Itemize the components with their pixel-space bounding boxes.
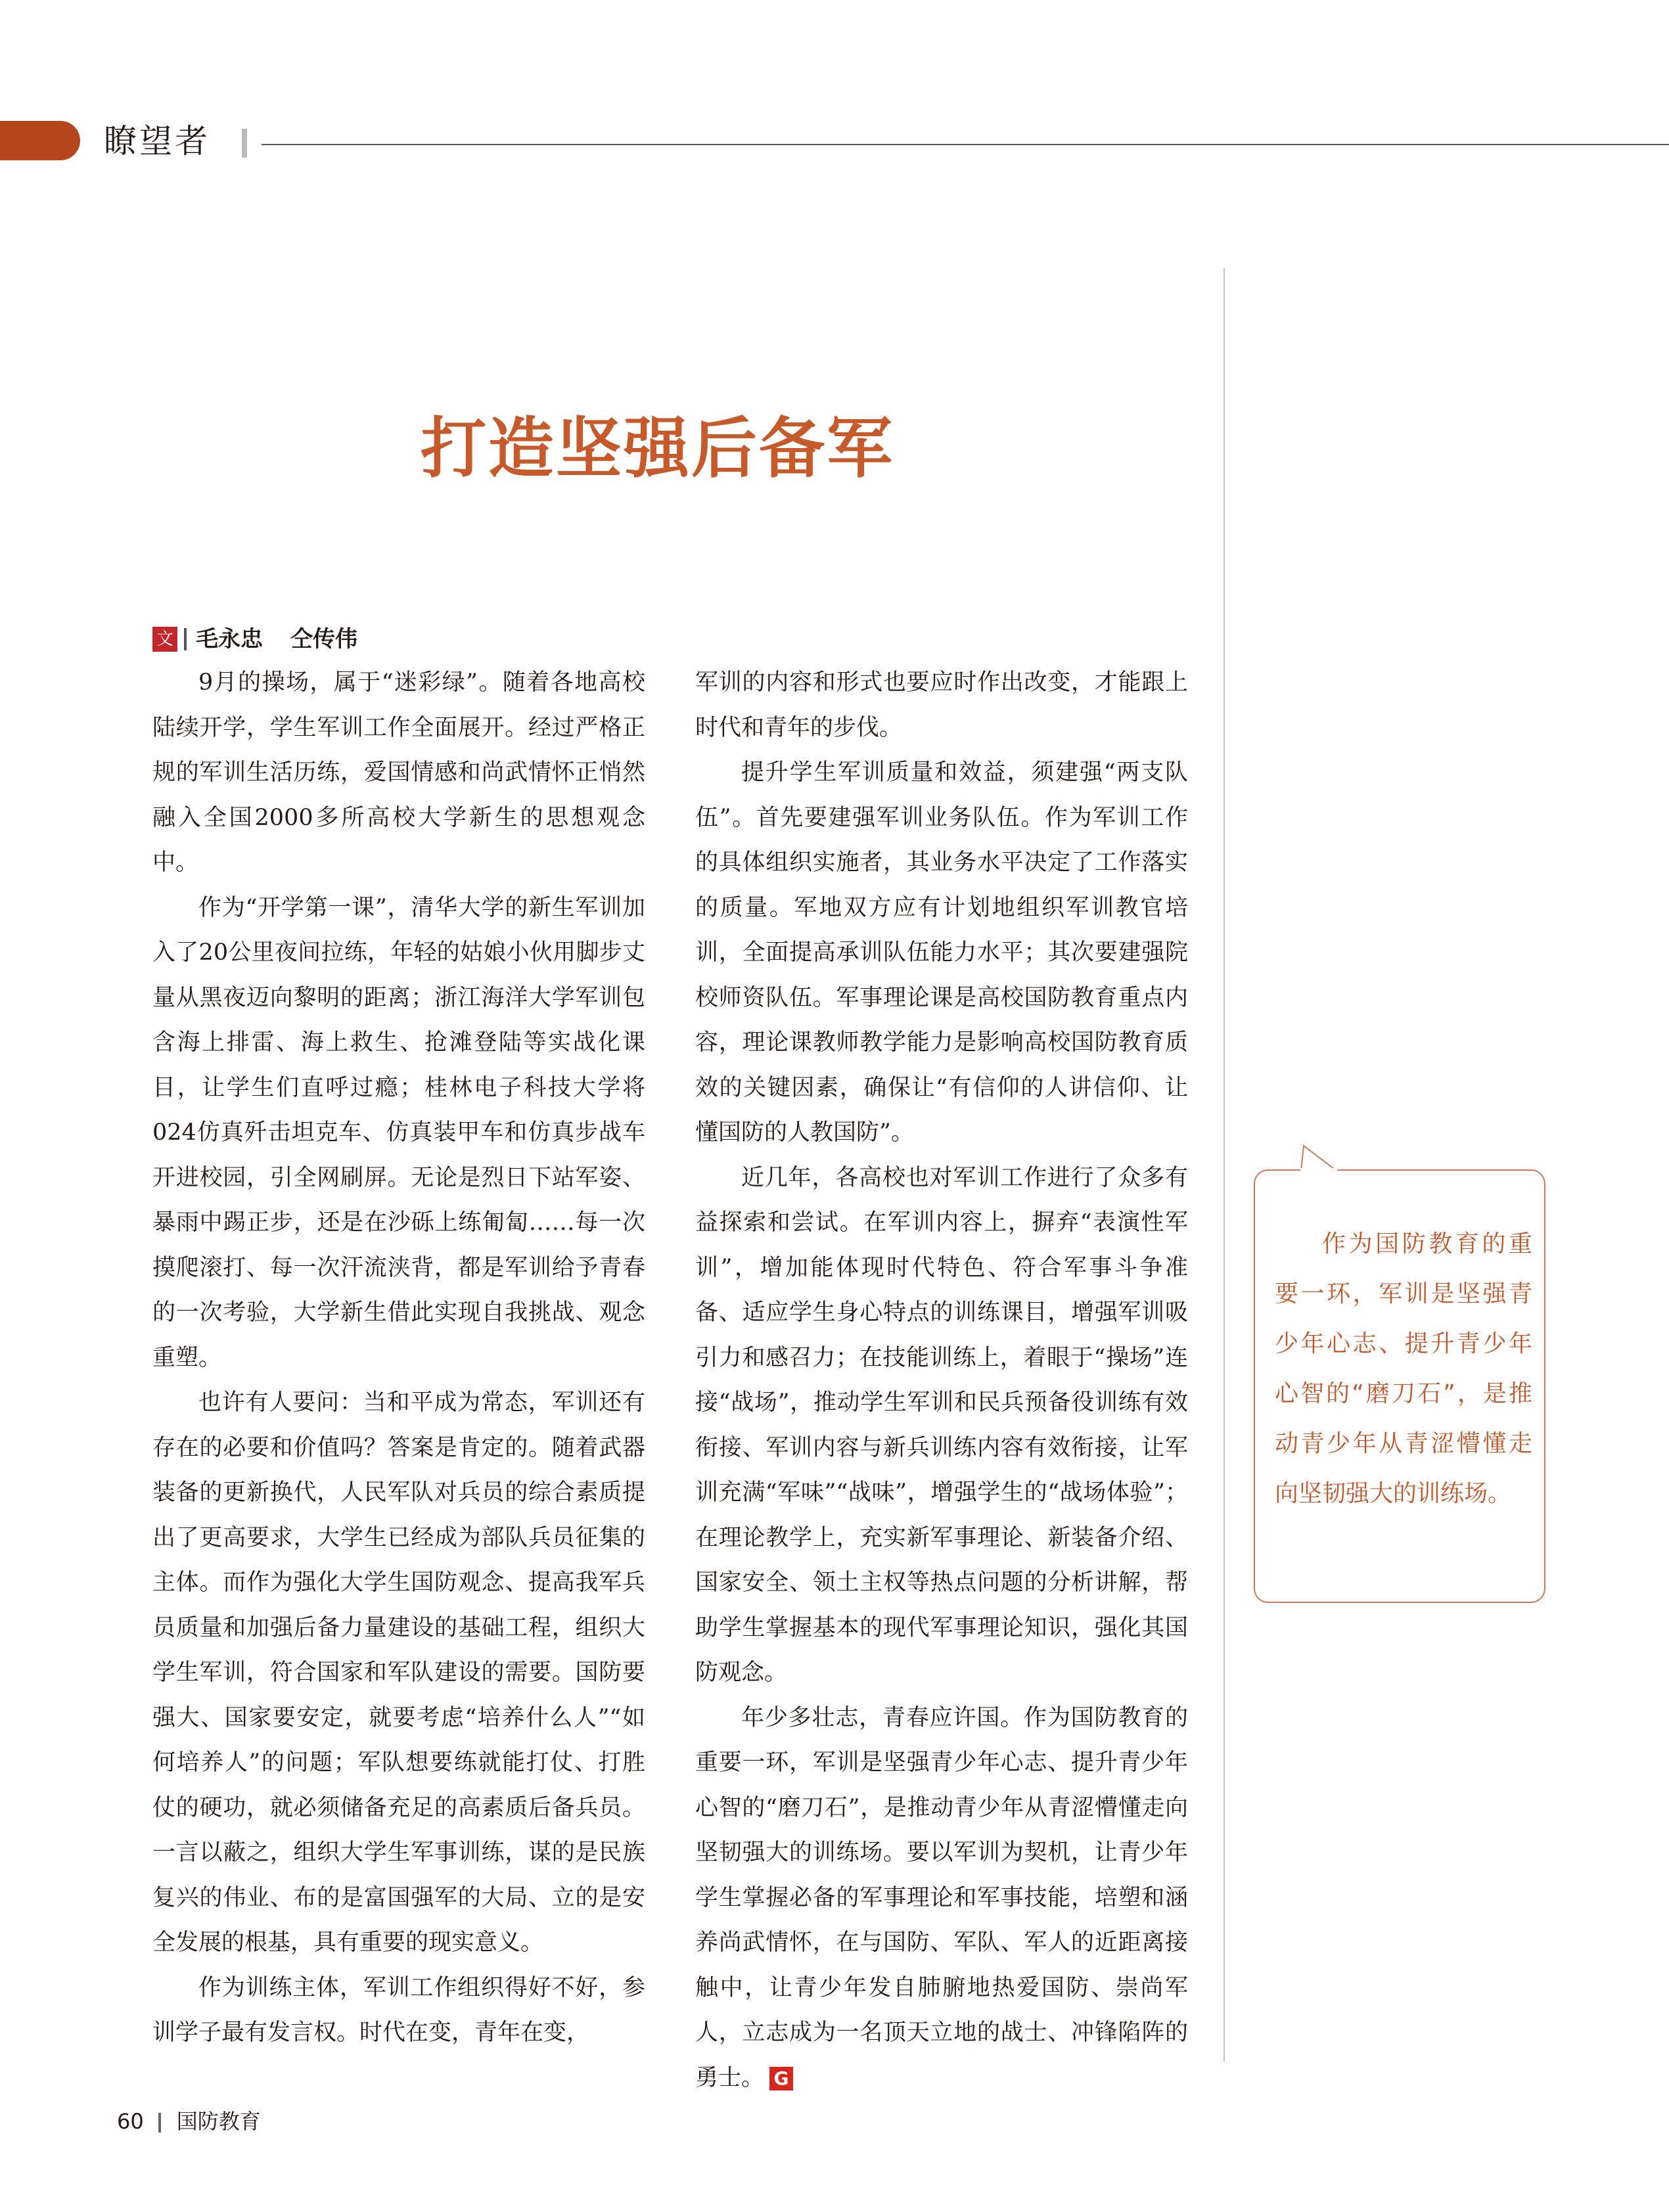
byline-separator bbox=[184, 628, 187, 650]
magazine-name: 国防教育 bbox=[176, 2109, 261, 2134]
end-mark-icon: G bbox=[769, 2067, 793, 2090]
article-column-left bbox=[152, 660, 645, 2056]
footer-separator bbox=[158, 2113, 161, 2133]
paragraph: 近几年，各高校也对军训工作进行了众多有益探索和尝试。在军训内容上，摒弃“表演性军训”，增加能体现时代特色、符合军事斗争准备、适应学生身心特点的训练课目，增强军训吸引力和感召力；在技能训练上，着眼于“操场”连接“战场”，推动学生军训和民兵预备役训练有效衔接、军训内容与新兵训练内容有效衔接，让军训充满“军味”“战味”，增强学生的“战场体验”；在理论教学上，充实新军事理论、新装备介绍、国家安全、领土主权等热点问题的分析讲解，帮助学生掌握基本的现代军事理论知识，强化其国防观念。 bbox=[695, 1164, 1188, 1686]
paragraph-text: 年少多壮志，青春应许国。作为国防教育的重要一环，军训是坚强青少年心志、提升青少年心智的“磨刀石”，是推动青少年从青涩懵懂走向坚韧强大的训练场。要以军训为契机，让青少年学生掌握必备的军事理论和军事技能，培塑和涵养尚武情怀，在与国防、军队、军人的近距离接触中，让青少年发自肺腑地热爱国防、崇尚军人，立志成为一名顶天立地的战士、冲锋陷阵的勇士。 bbox=[695, 1704, 1188, 2091]
header-rule bbox=[262, 144, 1669, 145]
page-footer bbox=[117, 2105, 261, 2138]
section-tab-bar bbox=[0, 121, 80, 160]
page-number: 60 bbox=[117, 2109, 144, 2134]
section-separator bbox=[242, 129, 247, 158]
sidebar-divider bbox=[1223, 268, 1225, 2062]
author-mark-icon: 文 bbox=[152, 627, 177, 652]
byline bbox=[152, 621, 385, 654]
paragraph: 9月的操场，属于“迷彩绿”。随着各地高校陆续开学，学生军训工作全面展开。经过严格正规的军训生活历练，爱国情感和尚武情怀正悄然融入全国2000多所高校大学新生的思想观念中。 bbox=[152, 669, 645, 876]
article-title: 打造坚强后备军 bbox=[421, 410, 894, 487]
author-name: 毛永忠 bbox=[196, 625, 263, 652]
paragraph bbox=[695, 1696, 1188, 2101]
pull-quote-text: 作为国防教育的重要一环，军训是坚强青少年心志、提升青少年心智的“磨刀石”，是推动青少年从青涩懵懂走向坚韧强大的训练场。 bbox=[1275, 1230, 1532, 1507]
paragraph: 提升学生军训质量和效益，须建强“两支队伍”。首先要建强军训业务队伍。作为军训工作的具体组织实施者，其业务水平决定了工作落实的质量。军地双方应有计划地组织军训教官培训，全面提高承训队伍能力水平；其次要建强院校师资队伍。军事理论课是高校国防教育重点内容，理论课教师教学能力是影响高校国防教育质效的关键因素，确保让“有信仰的人讲信仰、让懂国防的人教国防”。 bbox=[695, 759, 1188, 1146]
section-title: 瞭望者 bbox=[104, 122, 210, 160]
paragraph: 军训的内容和形式也要应时作出改变，才能跟上时代和青年的步伐。 bbox=[695, 669, 1188, 741]
bubble-joint-mask bbox=[1300, 1168, 1338, 1172]
paragraph: 作为训练主体，军训工作组织得好不好，参训学子最有发言权。时代在变，青年在变， bbox=[152, 1974, 645, 2046]
paragraph: 作为“开学第一课”，清华大学的新生军训加入了20公里夜间拉练，年轻的姑娘小伙用脚步丈量从黑夜迈向黎明的距离；浙江海洋大学军训包含海上排雷、海上救生、抢滩登陆等实战化课目，让学生们直呼过瘾；桂林电子科技大学将024仿真歼击坦克车、仿真装甲车和仿真步战车开进校园，引全网刷屏。无论是烈日下站军姿、暴雨中踢正步，还是在沙砾上练匍匐……每一次摸爬滚打、每一次汗流浃背，都是军训给予青春的一次考验，大学新生借此实现自我挑战、观念重塑。 bbox=[152, 894, 645, 1371]
article-column-right bbox=[695, 660, 1188, 2100]
paragraph: 也许有人要问：当和平成为常态，军训还有存在的必要和价值吗？答案是肯定的。随着武器装备的更新换代，人民军队对兵员的综合素质提出了更高要求，大学生已经成为部队兵员征集的主体。而作为强化大学生国防观念、提高我军兵员质量和加强后备力量建设的基础工程，组织大学生军训，符合国家和军队建设的需要。国防要强大、国家要安定，就要考虑“培养什么人”“如何培养人”的问题；军队想要练就能打仗、打胜仗的硬功，就必须储备充足的高素质后备兵员。一言以蔽之，组织大学生军事训练，谋的是民族复兴的伟业、布的是富国强军的大局、立的是安全发展的根基，具有重要的现实意义。 bbox=[152, 1389, 645, 1956]
author-name: 仝传伟 bbox=[290, 625, 357, 652]
